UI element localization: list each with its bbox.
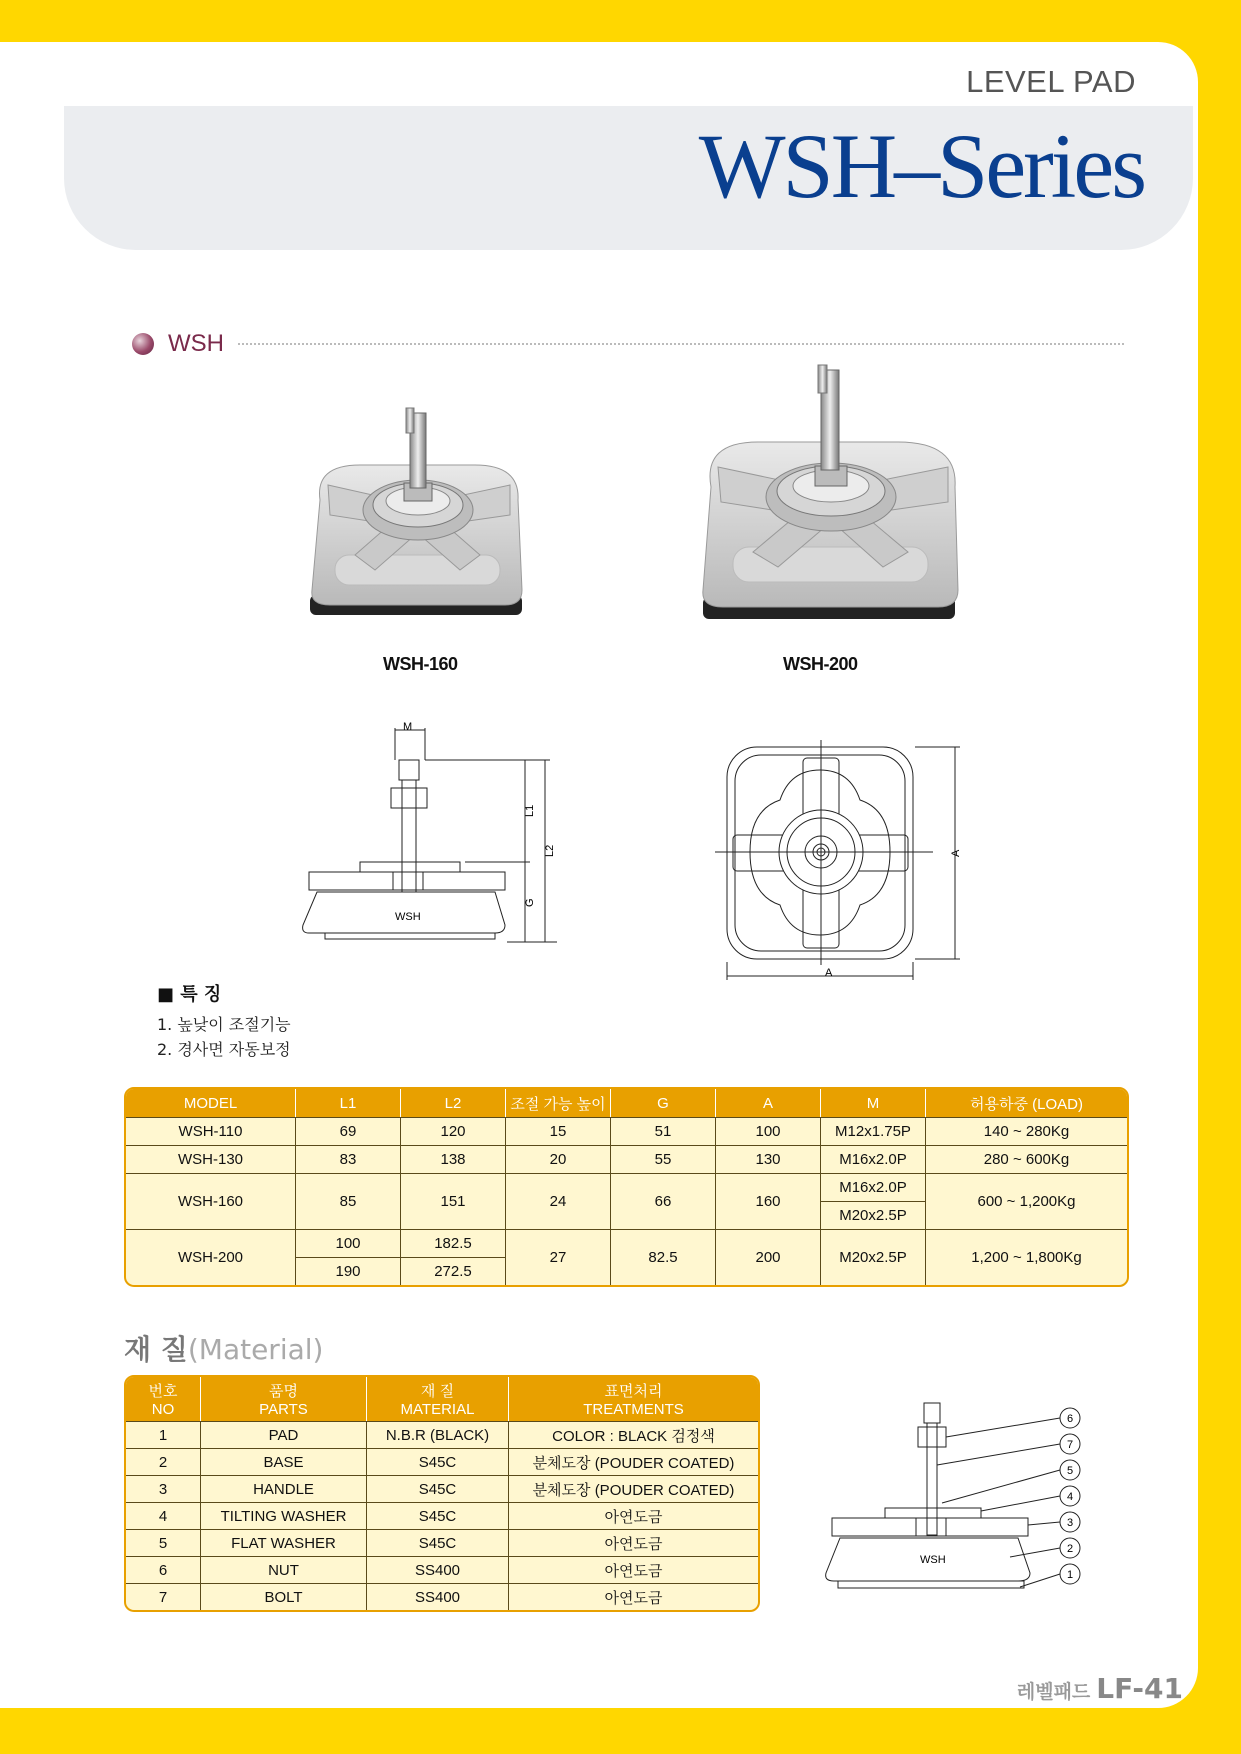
table-cell: 2 [126,1448,201,1475]
table-cell: 182.5 [401,1229,506,1257]
table-row [126,1173,1127,1201]
table-cell: S45C [367,1448,509,1475]
product-photo-wsh-200 [693,362,973,632]
top-view-drawing [715,740,975,985]
table-cell: HANDLE [201,1475,367,1502]
table-cell: BASE [201,1448,367,1475]
callout-number: 5 [1066,1465,1074,1477]
table-cell: 아연도금 [509,1556,758,1583]
spec-header-m: M [821,1089,926,1117]
spec-header-g: G [611,1089,716,1117]
dim-label-a-vertical: A [950,849,962,857]
table-cell: 100 [716,1117,821,1145]
feature-item: 1. 높낮이 조절기능 [157,1015,291,1034]
table-cell: M16x2.0P [821,1173,926,1201]
spec-header-load: 허용하중 (LOAD) [926,1089,1127,1117]
table-cell: 분체도장 (POUDER COATED) [509,1448,758,1475]
table-cell: 66 [611,1173,716,1229]
table-cell: PAD [201,1421,367,1448]
spec-header-adjustable-height: 조절 가능 높이 [506,1089,611,1117]
table-cell: 85 [296,1173,401,1229]
table-cell: 3 [126,1475,201,1502]
table-row [126,1117,1127,1145]
table-cell: 27 [506,1229,611,1285]
table-cell: S45C [367,1529,509,1556]
table-cell: 아연도금 [509,1529,758,1556]
table-cell: S45C [367,1475,509,1502]
table-cell: 24 [506,1173,611,1229]
table-cell: WSH-130 [126,1145,296,1173]
table-cell: M20x2.5P [821,1229,926,1285]
table-row [126,1145,1127,1173]
section-heading [132,330,1124,358]
dim-label-m: M [403,721,413,733]
table-row [126,1421,758,1448]
table-cell: SS400 [367,1583,509,1610]
table-cell: 272.5 [401,1257,506,1285]
callout-number: 7 [1066,1439,1074,1451]
table-cell: COLOR : BLACK 검정색 [509,1421,758,1448]
spec-header-l2: L2 [401,1089,506,1117]
table-cell: 138 [401,1145,506,1173]
material-table [124,1375,760,1612]
dim-label-l1: L1 [524,804,536,817]
drawing-brand-label: WSH [920,1554,946,1566]
spec-header-model: MODEL [126,1089,296,1117]
callout-number: 3 [1066,1517,1074,1529]
table-cell: WSH-110 [126,1117,296,1145]
table-cell: M20x2.5P [821,1201,926,1229]
table-cell: FLAT WASHER [201,1529,367,1556]
table-cell: S45C [367,1502,509,1529]
material-title-ko: 재 질 [124,1333,188,1366]
spec-header-l1: L1 [296,1089,401,1117]
table-cell: 아연도금 [509,1502,758,1529]
section-label: WSH [168,330,224,357]
material-header-no: 번호 NO [126,1377,201,1421]
category-label: LEVEL PAD [966,64,1136,99]
table-cell: 130 [716,1145,821,1173]
table-cell: N.B.R (BLACK) [367,1421,509,1448]
table-cell: 51 [611,1117,716,1145]
table-cell: 7 [126,1583,201,1610]
material-title-en: (Material) [187,1333,324,1366]
dim-label-g: G [524,898,536,907]
spec-header-a: A [716,1089,821,1117]
table-cell: 아연도금 [509,1583,758,1610]
table-cell: SS400 [367,1556,509,1583]
table-row [126,1448,758,1475]
table-cell: 55 [611,1145,716,1173]
callout-number: 1 [1066,1569,1074,1581]
spec-table [124,1087,1129,1287]
page-code: LF-41 [1096,1672,1183,1705]
page-footer [1017,1672,1183,1705]
photo-caption-wsh-200: WSH-200 [783,654,858,674]
table-cell: TILTING WASHER [201,1502,367,1529]
table-cell: 82.5 [611,1229,716,1285]
callout-number: 6 [1066,1413,1074,1425]
feature-item: 2. 경사면 자동보정 [157,1040,291,1059]
table-cell: 83 [296,1145,401,1173]
bullet-ball-icon [132,333,154,355]
table-cell: 280 ~ 600Kg [926,1145,1127,1173]
table-row [126,1556,758,1583]
table-cell: 5 [126,1529,201,1556]
table-cell: 6 [126,1556,201,1583]
material-header-parts: 품명 PARTS [201,1377,367,1421]
photo-caption-wsh-160: WSH-160 [383,654,458,674]
table-cell: WSH-200 [126,1229,296,1285]
footer-label: 레벨패드 [1016,1681,1091,1703]
table-cell: 15 [506,1117,611,1145]
table-row [126,1502,758,1529]
material-header-material: 재 질 MATERIAL [367,1377,509,1421]
table-cell: 100 [296,1229,401,1257]
product-photo-wsh-160 [300,405,540,645]
table-cell: 69 [296,1117,401,1145]
table-cell: BOLT [201,1583,367,1610]
table-cell: M16x2.0P [821,1145,926,1173]
features-heading: ■ 특 징 [157,984,222,1005]
table-cell: 151 [401,1173,506,1229]
dim-label-a-horizontal: A [825,967,833,979]
table-cell: 1 [126,1421,201,1448]
table-cell: 140 ~ 280Kg [926,1117,1127,1145]
table-cell: 4 [126,1502,201,1529]
parts-callout-drawing [820,1395,1090,1595]
table-cell: 600 ~ 1,200Kg [926,1173,1127,1229]
dotted-divider [238,343,1124,345]
dim-label-l2: L2 [544,844,556,857]
material-title [124,1328,323,1368]
table-row [126,1529,758,1556]
table-cell: 20 [506,1145,611,1173]
table-cell: 분체도장 (POUDER COATED) [509,1475,758,1502]
table-cell: 1,200 ~ 1,800Kg [926,1229,1127,1285]
drawing-brand-label: WSH [395,911,421,923]
table-cell: NUT [201,1556,367,1583]
table-cell: WSH-160 [126,1173,296,1229]
table-cell: 160 [716,1173,821,1229]
callout-number: 2 [1066,1543,1074,1555]
side-view-drawing [295,720,575,945]
table-cell: 120 [401,1117,506,1145]
material-header-treatments: 표면처리 TREATMENTS [509,1377,758,1421]
table-row [126,1475,758,1502]
table-cell: M12x1.75P [821,1117,926,1145]
table-row [126,1583,758,1610]
table-cell: 200 [716,1229,821,1285]
table-cell: 190 [296,1257,401,1285]
callout-number: 4 [1066,1491,1074,1503]
table-row [126,1229,1127,1257]
series-title: WSH–Series [698,115,1144,217]
